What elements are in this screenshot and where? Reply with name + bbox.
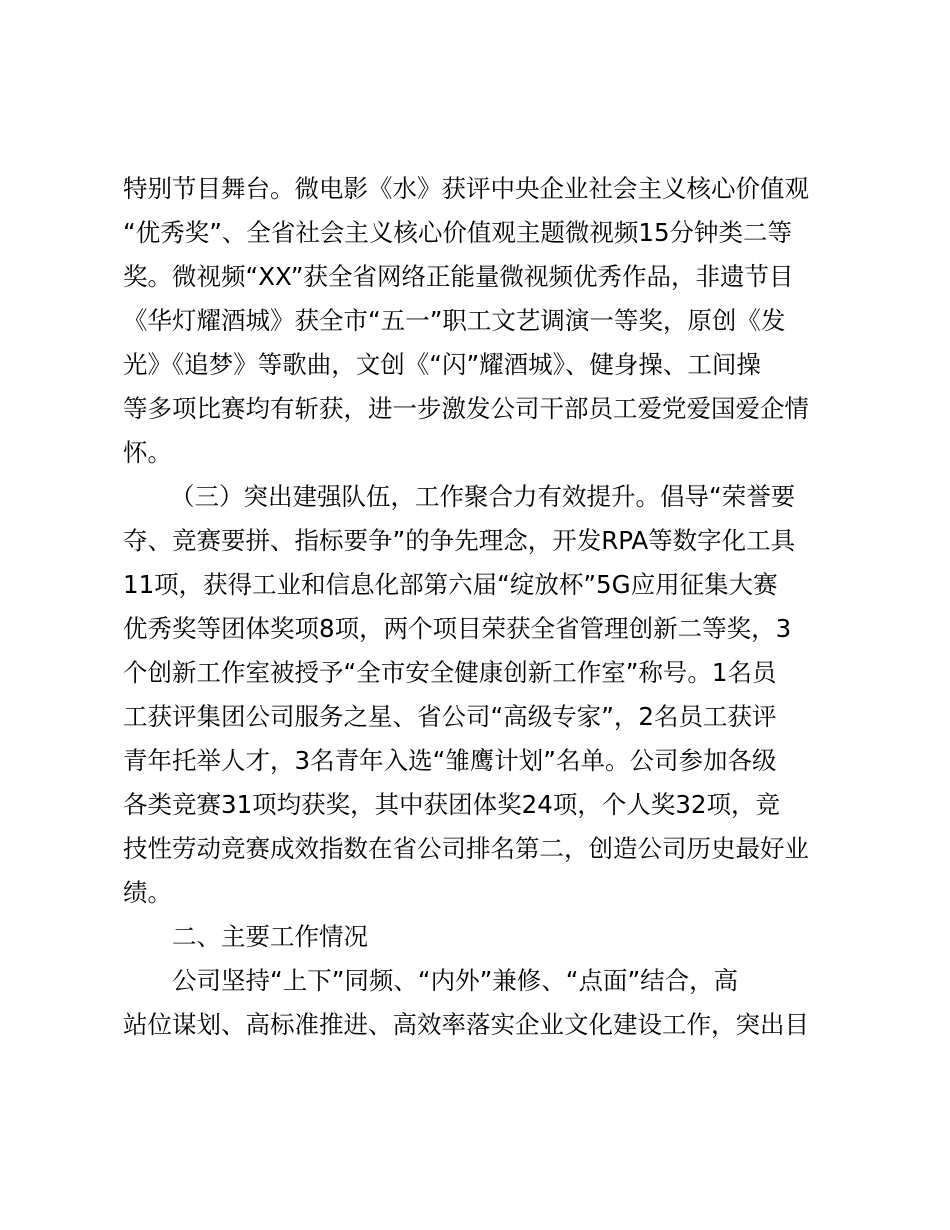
paragraph-line: 各类竞赛31项均获奖，其中获团体奖24项，个人奖32项，竞	[123, 790, 781, 819]
paragraph-line: “优秀奖”、全省社会主义核心价值观主题微视频15分钟类二等	[123, 218, 793, 247]
paragraph-line: 站位谋划、高标准推进、高效率落实企业文化建设工作，突出目	[123, 1010, 809, 1039]
paragraph-line: 光》《追梦》等歌曲，文创《“闪”耀酒城》、健身操、工间操	[123, 350, 761, 379]
paragraph-line: 夺、竞赛要拼、指标要争”的争先理念，开发RPA等数字化工具	[123, 526, 796, 555]
paragraph-line: 特别节目舞台。微电影《水》获评中央企业社会主义核心价值观	[123, 174, 809, 203]
paragraph-line: 个创新工作室被授予“全市安全健康创新工作室”称号。1名员	[123, 658, 777, 687]
paragraph-line: 青年托举人才，3名青年入选“雏鹰计划”名单。公司参加各级	[123, 746, 777, 775]
section-heading-line: （三）突出建强队伍，工作聚合力有效提升。倡导“荣誉要	[170, 482, 796, 511]
paragraph-line: 绩。	[123, 878, 172, 907]
paragraph-line: 技性劳动竞赛成效指数在省公司排名第二，创造公司历史最好业	[123, 834, 809, 863]
paragraph-line: 怀。	[123, 438, 172, 467]
paragraph-line: 《华灯耀酒城》获全市“五一”职工文艺调演一等奖，原创《发	[123, 306, 786, 335]
paragraph-line: 等多项比赛均有斩获，进一步激发公司干部员工爱党爱国爱企情	[123, 394, 809, 423]
chapter-heading: 二、主要工作情况	[172, 922, 368, 951]
paragraph-line: 11项，获得工业和信息化部第六届“绽放杯”5G应用征集大赛	[123, 570, 778, 599]
paragraph-line: 优秀奖等团体奖项8项，两个项目荣获全省管理创新二等奖，3	[123, 614, 792, 643]
paragraph-line: 公司坚持“上下”同频、“内外”兼修、“点面”结合，高	[172, 966, 739, 995]
paragraph-line: 奖。微视频“XX”获全省网络正能量微视频优秀作品，非遗节目	[123, 262, 794, 291]
paragraph-line: 工获评集团公司服务之星、省公司“高级专家”，2名员工获评	[123, 702, 777, 731]
